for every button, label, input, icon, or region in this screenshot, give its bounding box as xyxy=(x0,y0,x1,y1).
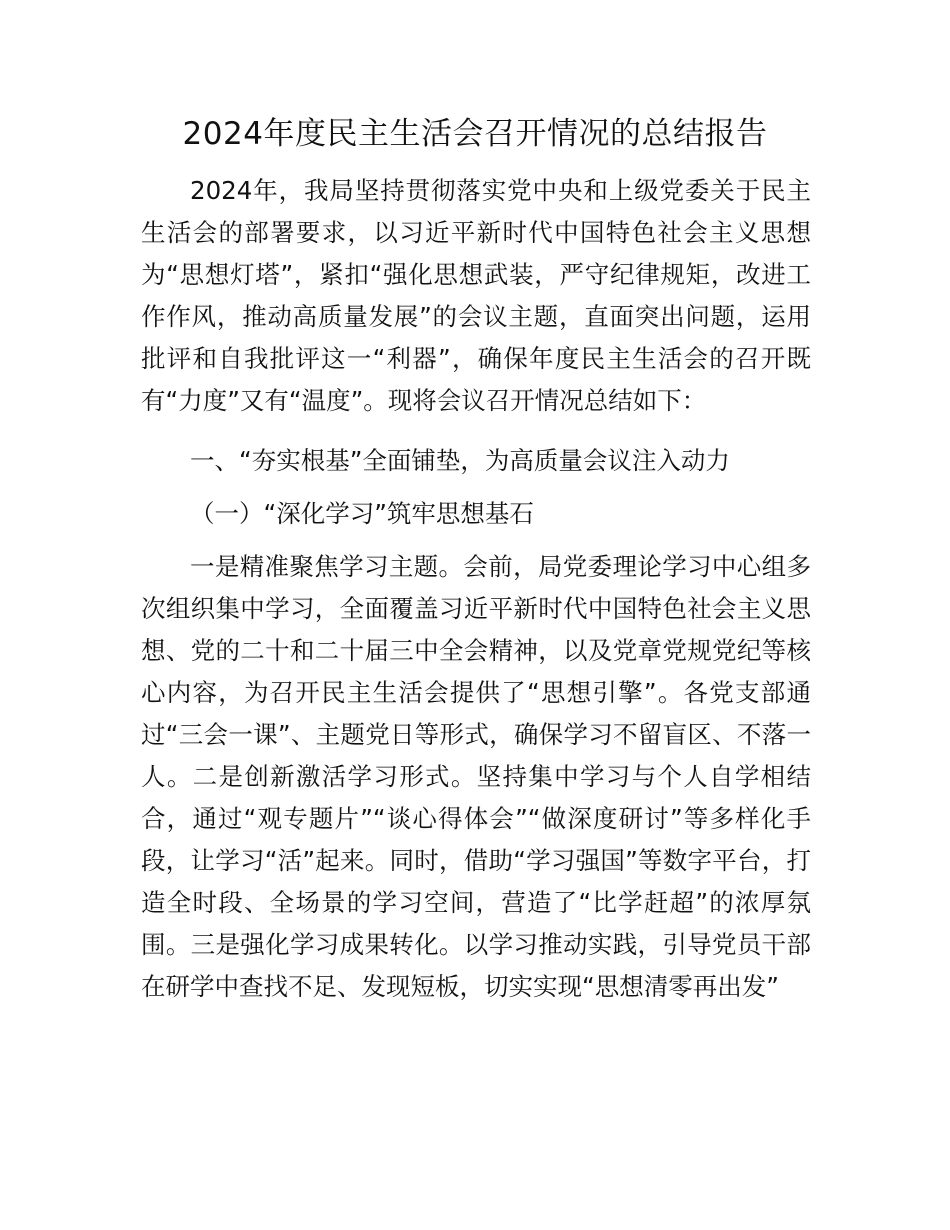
section-heading-1: 一、“夯实根基”全面铺垫，为高质量会议注入动力 xyxy=(190,446,730,475)
subsection-body-paragraph: 一是精准聚焦学习主题。会前，局党委理论学习中心组多次组织集中学习，全面覆盖习近平新时代中国特色社会主义思想、党的二十和二十届三中全会精神，以及党章党规党纪等核心内容，为召开民主生活会提供了“思想引擎”。各党支部通过“三会一课”、主题党日等形式，确保学习不留盲区、不落一人。二是创新激活学习形式。坚持集中学习与个人自学相结合，通过“观专题片”“谈心得体会”“做深度研讨”等多样化手段，让学习“活”起来。同时，借助“学习强国”等数字平台，打造全时段、全场景的学习空间，营造了“比学赶超”的浓厚氛围。三是强化学习成果转化。以学习推动实践，引导党员干部在研学中查找不足、发现短板，切实实现“思想清零再出发” xyxy=(141,552,811,1001)
intro-paragraph: 2024年，我局坚持贯彻落实党中央和上级党委关于民主生活会的部署要求，以习近平新时代中国特色社会主义思想为“思想灯塔”，紧扣“强化思想武装，严守纪律规矩，改进工作作风，推动高质量发展”的会议主题，直面突出问题，运用批评和自我批评这一“利器”，确保年度民主生活会的召开既有“力度”又有“温度”。现将会议召开情况总结如下： xyxy=(141,176,811,415)
subsection-heading-1: （一）“深化学习”筑牢思想基石 xyxy=(190,499,534,528)
document-title: 2024年度民主生活会召开情况的总结报告 xyxy=(182,116,768,152)
